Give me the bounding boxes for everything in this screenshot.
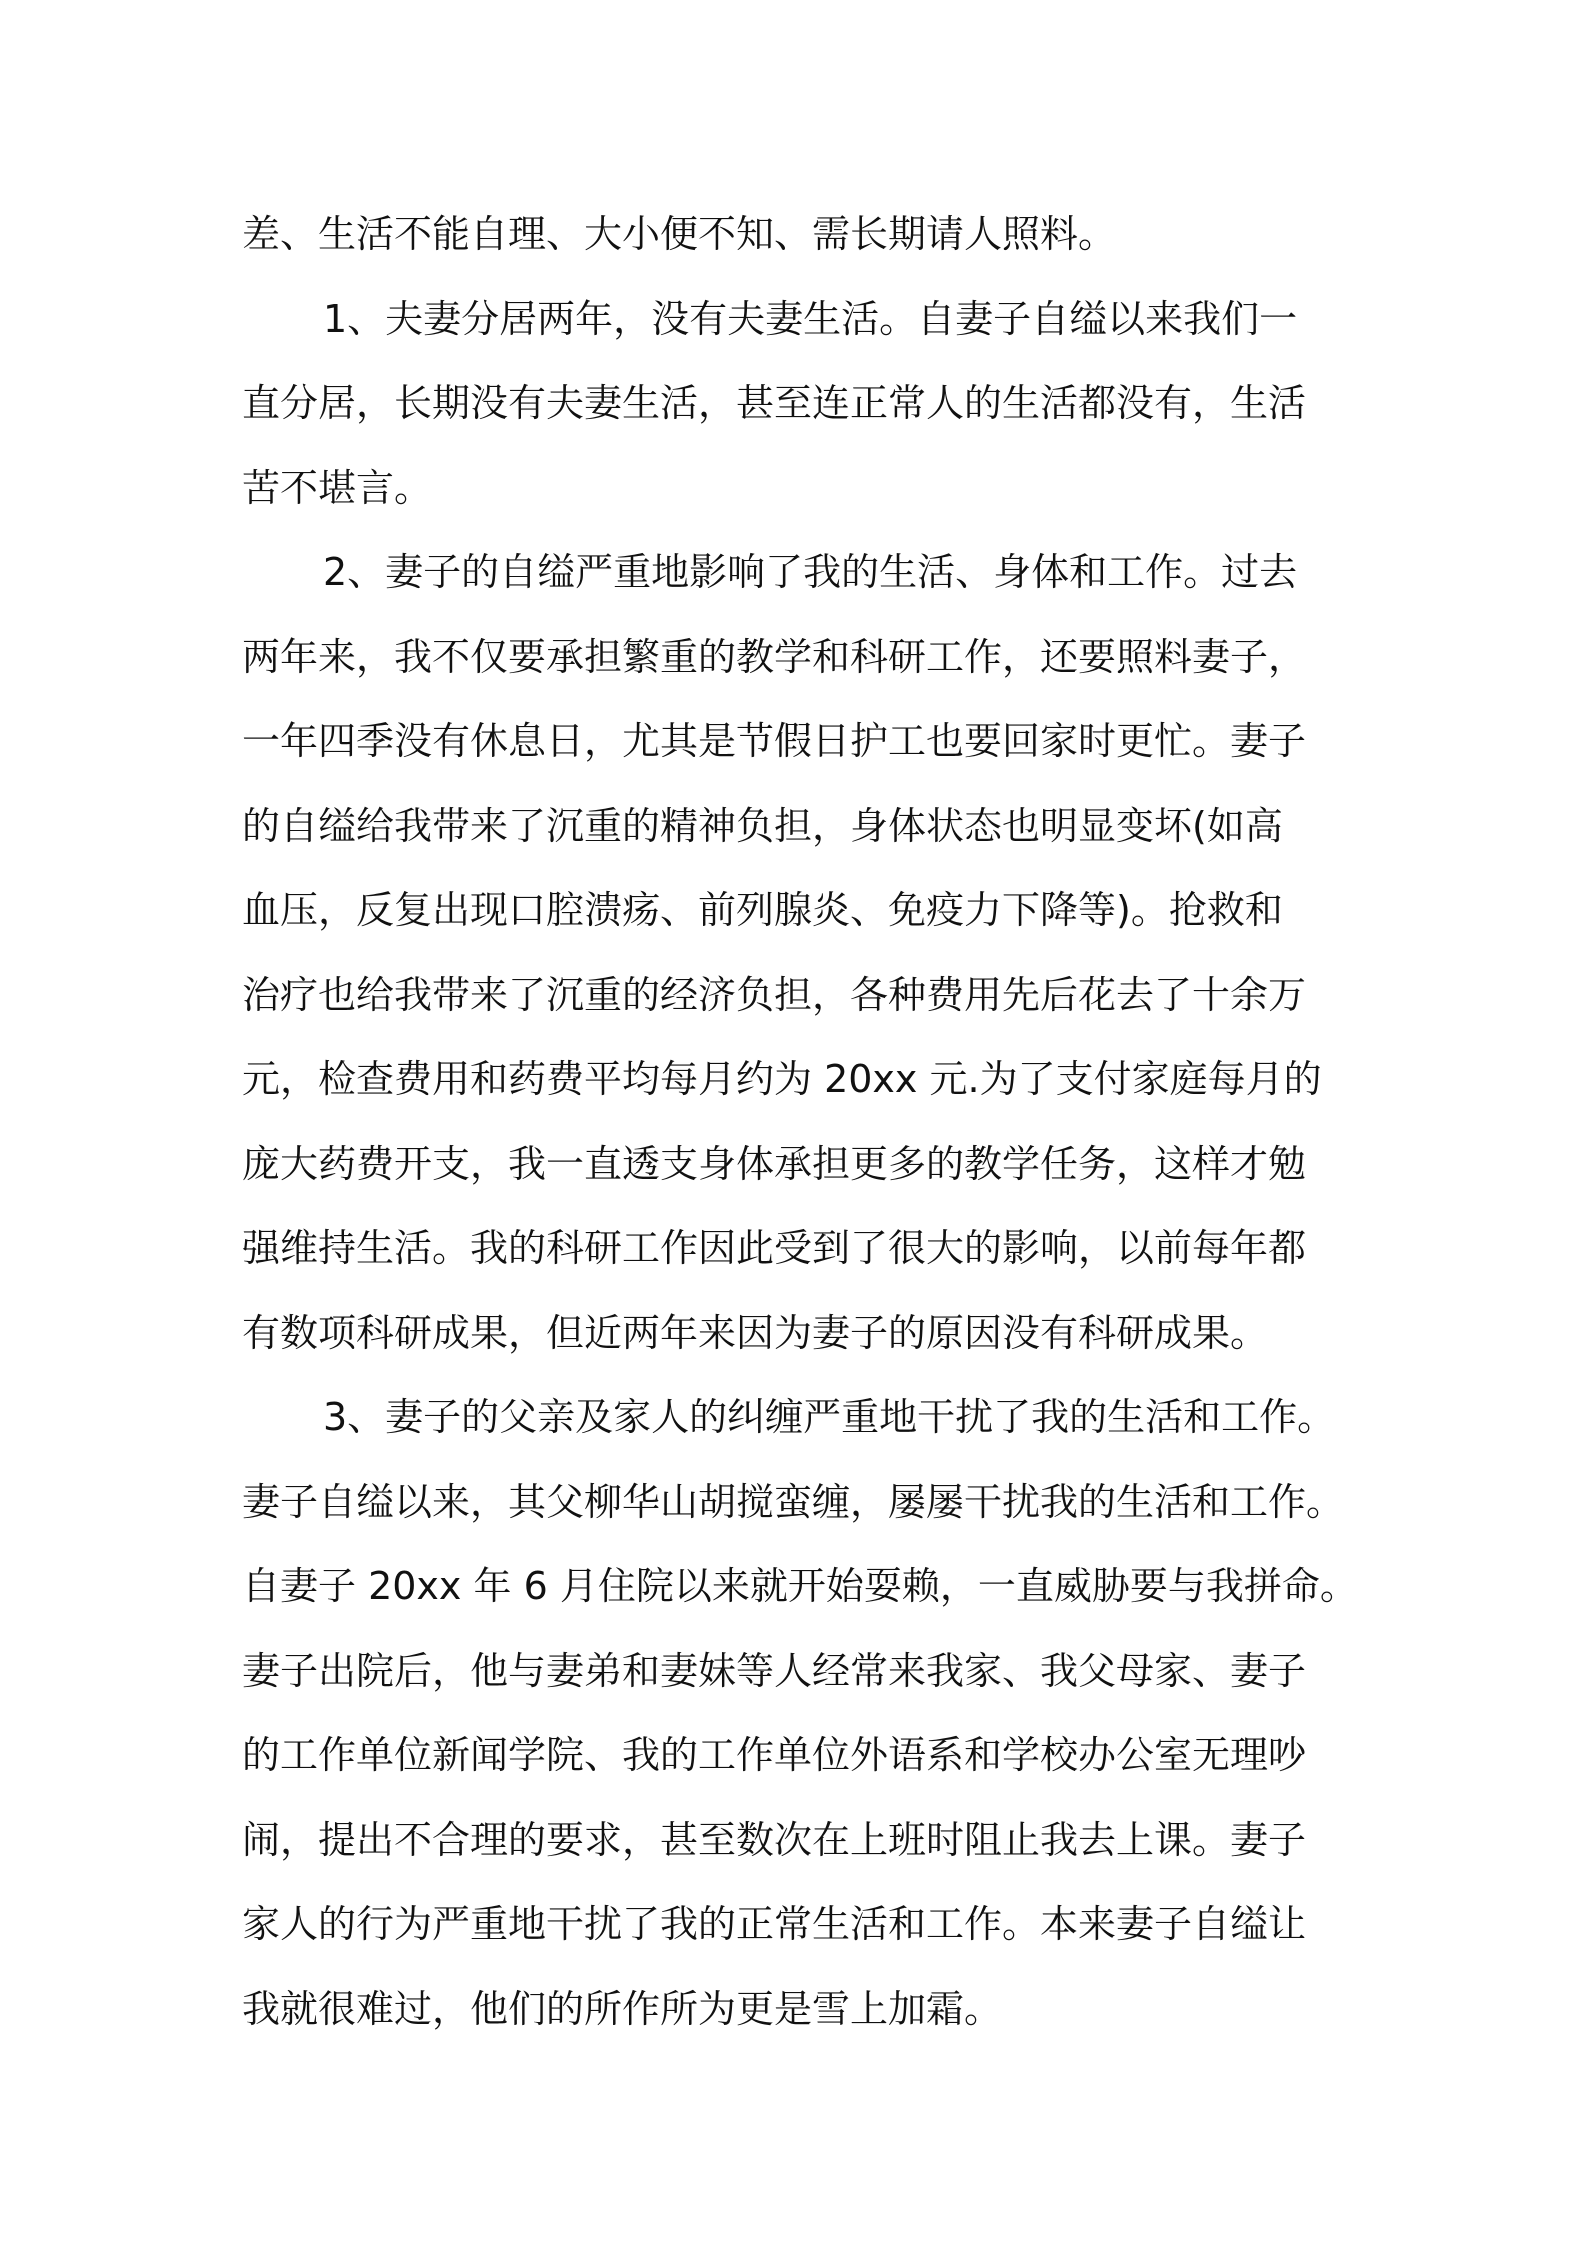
text-line: 3、妻子的父亲及家人的纠缠严重地干扰了我的生活和工作。: [323, 1395, 1336, 1439]
text-line: 我就很难过，他们的所作所为更是雪上加霜。: [242, 1986, 1003, 2031]
text-line: 自妻子 20xx 年 6 月住院以来就开始耍赖，一直威胁要与我拼命。: [242, 1564, 1358, 1608]
text-line: 2、妻子的自缢严重地影响了我的生活、身体和工作。过去: [323, 550, 1298, 594]
text-line: 闹，提出不合理的要求，甚至数次在上班时阻止我去上课。妻子: [242, 1817, 1307, 1862]
text-line: 差、生活不能自理、大小便不知、需长期请人照料。: [242, 212, 1117, 256]
paragraph-3: [242, 1375, 1360, 2051]
text-line: 妻子出院后，他与妻弟和妻妹等人经常来我家、我父母家、妻子: [242, 1648, 1307, 1693]
text-line: 一年四季没有休息日，尤其是节假日护工也要回家时更忙。妻子: [242, 719, 1307, 763]
paragraph-2: [242, 530, 1360, 1375]
paragraph-1: [242, 277, 1360, 531]
paragraph-continuation: [242, 192, 1360, 277]
text-line: 的工作单位新闻学院、我的工作单位外语系和学校办公室无理吵: [242, 1733, 1307, 1777]
text-line: 有数项科研成果，但近两年来因为妻子的原因没有科研成果。: [242, 1310, 1269, 1355]
text-line: 血压，反复出现口腔溃疡、前列腺炎、免疫力下降等)。抢救和: [242, 888, 1283, 932]
text-line: 两年来，我不仅要承担繁重的教学和科研工作，还要照料妻子，: [242, 634, 1307, 679]
text-line: 家人的行为严重地干扰了我的正常生活和工作。本来妻子自缢让: [242, 1902, 1307, 1946]
text-line: 1、夫妻分居两年，没有夫妻生活。自妻子自缢以来我们一: [323, 296, 1298, 341]
text-line: 的自缢给我带来了沉重的精神负担，身体状态也明显变坏(如高: [242, 803, 1283, 848]
text-line: 直分居，长期没有夫妻生活，甚至连正常人的生活都没有，生活: [242, 381, 1307, 425]
text-line: 庞大药费开支，我一直透支身体承担更多的教学任务，这样才勉: [242, 1141, 1307, 1186]
text-line: 治疗也给我带来了沉重的经济负担，各种费用先后花去了十余万: [242, 972, 1307, 1017]
text-line: 妻子自缢以来，其父柳华山胡搅蛮缠，屡屡干扰我的生活和工作。: [242, 1479, 1345, 1524]
text-line: 强维持生活。我的科研工作因此受到了很大的影响，以前每年都: [242, 1226, 1307, 1270]
text-line: 元，检查费用和药费平均每月约为 20xx 元.为了支付家庭每月的: [242, 1057, 1322, 1101]
text-line: 苦不堪言。: [242, 465, 433, 510]
document-body: [242, 192, 1360, 2051]
